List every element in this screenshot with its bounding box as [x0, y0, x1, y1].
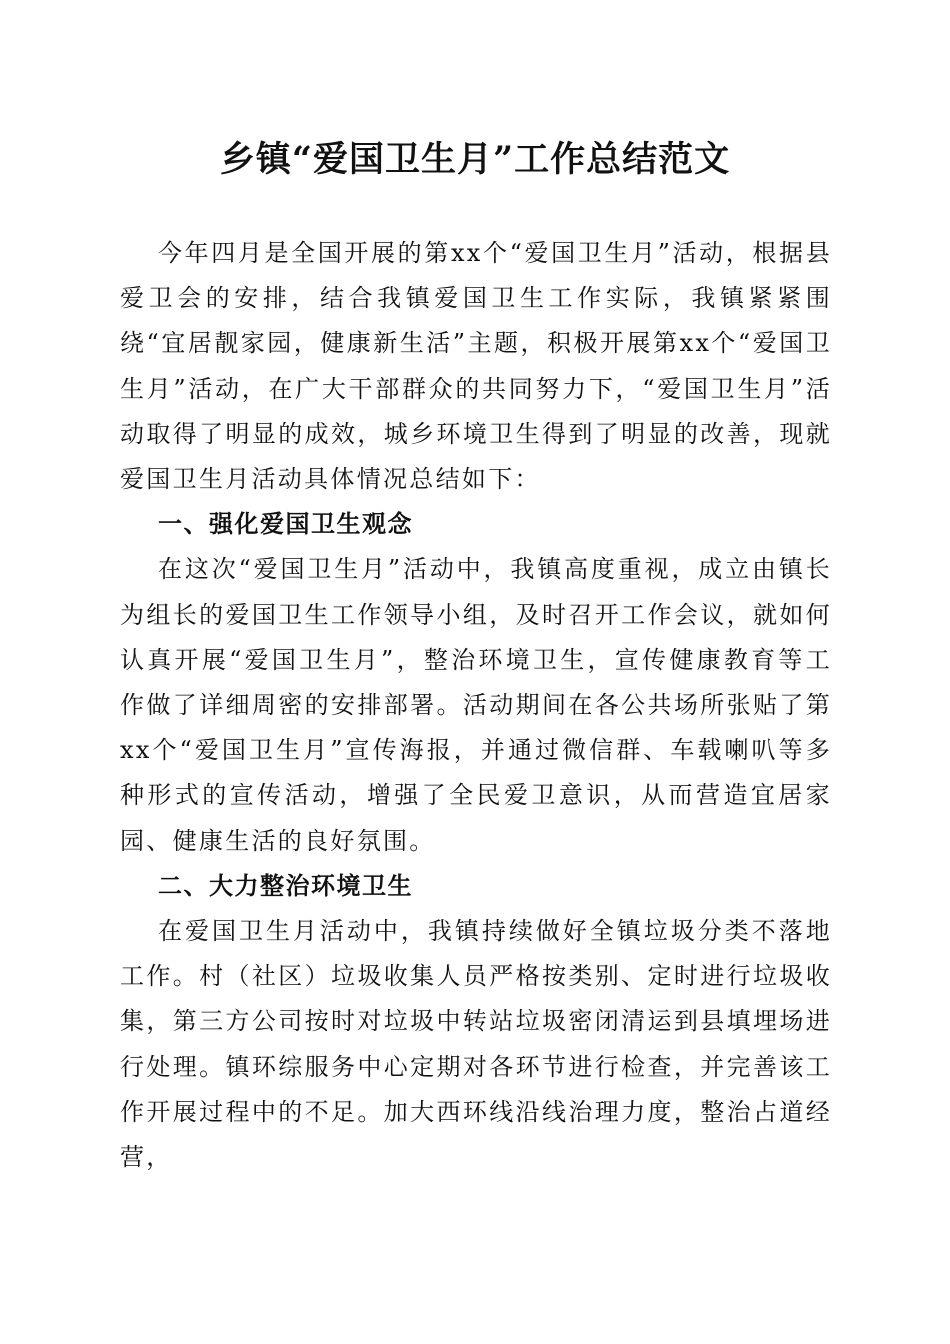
section-2-paragraph: 在爱国卫生月活动中，我镇持续做好全镇垃圾分类不落地工作。村（社区）垃圾收集人员严格按类别、定时进行垃圾收集，第三方公司按时对垃圾中转站垃圾密闭清运到县填埋场进行处理。镇环综服务中心定期对各环节进行检查，并完善该工作开展过程中的不足。加大西环线沿线治理力度，整治占道经营，	[120, 917, 832, 1172]
document-body	[120, 231, 832, 1180]
section-heading-2: 二、大力整治环境卫生	[158, 871, 413, 900]
document-title: 乡镇“爱国卫生月”工作总结范文	[219, 139, 731, 180]
section-heading-1: 一、强化爱国卫生观念	[158, 510, 413, 539]
intro-paragraph: 今年四月是全国开展的第xx个“爱国卫生月”活动，根据县爱卫会的安排，结合我镇爱国卫生工作实际，我镇紧紧围绕“宜居靓家园，健康新生活”主题，积极开展第xx个“爱国卫生月”活动，在广大干部群众的共同努力下，“爱国卫生月”活动取得了明显的成效，城乡环境卫生得到了明显的改善，现就爱国卫生月活动具体情况总结如下：	[120, 239, 832, 494]
section-1-paragraph: 在这次“爱国卫生月”活动中，我镇高度重视，成立由镇长为组长的爱国卫生工作领导小组，及时召开工作会议，就如何认真开展“爱国卫生月”，整治环境卫生，宣传健康教育等工作做了详细周密的安排部署。活动期间在各公共场所张贴了第xx个“爱国卫生月”宣传海报，并通过微信群、车载喇叭等多种形式的宣传活动，增强了全民爱卫意识，从而营造宜居家园、健康生活的良好氛围。	[120, 555, 832, 855]
